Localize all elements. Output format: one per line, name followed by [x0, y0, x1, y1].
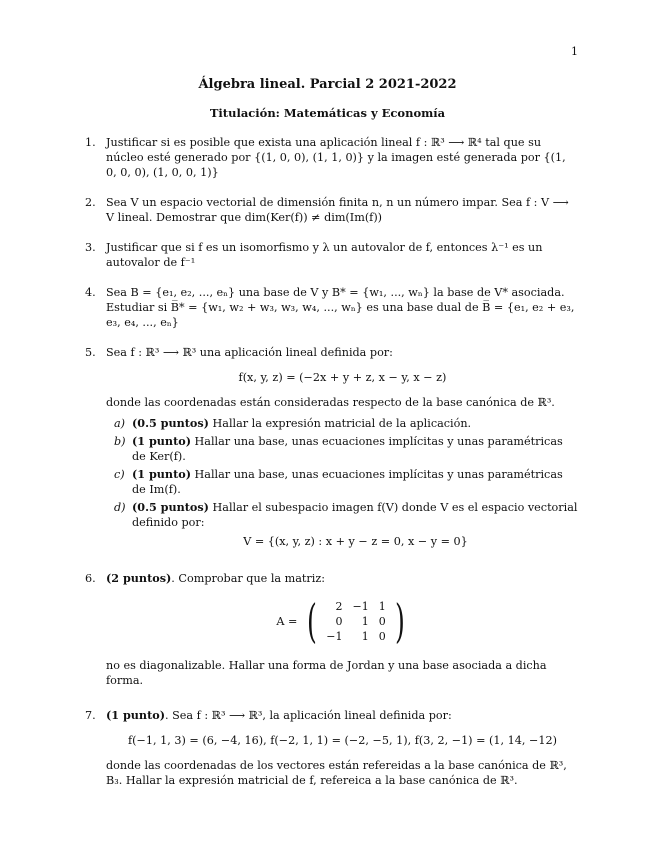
matrix-cell: 2	[335, 599, 343, 613]
matrix-cell: 0	[335, 614, 343, 628]
subitem-label: c)	[114, 468, 125, 481]
matrix-row	[321, 599, 390, 614]
left-paren-icon: (	[307, 594, 318, 648]
right-paren-icon: )	[394, 594, 405, 648]
problem-number: 3.	[85, 241, 96, 254]
matrix-cell: 1	[378, 599, 386, 613]
problem-note: donde las coordenadas están consideradas respecto de la base canónica de ℝ³.	[106, 396, 555, 409]
problem-text: Justificar que si f es un isomorfismo y λ un autovalor de f, entonces λ⁻¹ es un autovalor de f⁻¹	[106, 241, 543, 269]
subitem-text: Hallar una base, unas ecuaciones implícitas y unas paramétricas de Im(f).	[132, 468, 563, 496]
problem-intro: . Comprobar que la matriz:	[171, 572, 326, 585]
problem-points: (1 punto)	[106, 708, 165, 722]
problem-1	[85, 135, 579, 180]
problem-number: 2.	[85, 196, 96, 209]
matrix-cell: 1	[361, 614, 369, 628]
problem-note: donde las coordenadas de los vectores están refereidas a la base canónica de ℝ³, B₃. Hallar la expresión matricial de f, refereica a la base canónica de ℝ³.	[106, 759, 567, 787]
problem-3	[85, 240, 579, 270]
subitem-points: (0.5 puntos)	[132, 416, 209, 430]
subitem-b	[114, 434, 579, 464]
subitem-text: Hallar una base, unas ecuaciones implícitas y unas paramétricas de Ker(f).	[132, 435, 563, 463]
problem-points: (2 puntos)	[106, 571, 172, 585]
problem-number: 4.	[85, 286, 96, 299]
problem-list	[85, 135, 579, 803]
matrix-table	[321, 599, 390, 644]
subitem-points: (1 punto)	[132, 434, 191, 448]
subitem-points: (0.5 puntos)	[132, 500, 209, 514]
problem-number: 5.	[85, 346, 96, 359]
subitem-c	[114, 467, 579, 497]
problem-number: 1.	[85, 136, 96, 149]
subitem-a	[114, 416, 579, 431]
problem-intro: Sea f : ℝ³ ⟶ ℝ³ una aplicación lineal definida por:	[106, 346, 393, 359]
problem-number: 6.	[85, 572, 96, 585]
subitem-list	[106, 416, 579, 549]
problem-text: Sea V un espacio vectorial de dimensión finita n, n un número impar. Sea f : V ⟶ V lineal. Demostrar que dim(Ker(f)) ≠ dim(Im(f))	[106, 196, 569, 224]
problem-2	[85, 195, 579, 225]
problem-4	[85, 285, 579, 330]
exam-subtitle: Titulación: Matemáticas y Economía	[209, 106, 446, 120]
exam-title: Álgebra lineal. Parcial 2 2021-2022	[198, 77, 457, 92]
problem-intro: . Sea f : ℝ³ ⟶ ℝ³, la aplicación lineal definida por:	[165, 709, 452, 722]
matrix-cell: −1	[352, 599, 369, 613]
matrix-name: A =	[276, 614, 298, 628]
problem-formula: f(x, y, z) = (−2x + y + z, x − y, x − z)	[238, 371, 447, 384]
matrix-cell: 0	[378, 614, 386, 628]
problem-7	[85, 708, 579, 788]
matrix-cell: 0	[378, 629, 386, 643]
subitem-d	[114, 500, 579, 549]
problem-text: Sea B = {e₁, e₂, ..., eₙ} una base de V y B* = {w₁, ..., wₙ} la base de V* asociada. Estudiar si B̅* = {w₁, w₂ + w₃, w₃, w₄, ..., wₙ} es una base dual de B̅ = {e₁, e₂ + e₃, e₃, e₄, ..., eₙ}	[106, 286, 575, 329]
matrix-display	[106, 596, 579, 646]
page-number: 1	[571, 45, 578, 58]
subitem-text: Hallar la expresión matricial de la aplicación.	[208, 417, 472, 430]
problem-note: no es diagonalizable. Hallar una forma de Jordan y una base asociada a dicha forma.	[106, 659, 547, 687]
subitem-formula: V = {(x, y, z) : x + y − z = 0, x − y = 0}	[243, 535, 468, 548]
subitem-points: (1 punto)	[132, 467, 191, 481]
subitem-text: Hallar el subespacio imagen f(V) donde V es el espacio vectorial definido por:	[132, 501, 578, 529]
problem-formula: f(−1, 1, 3) = (6, −4, 16), f(−2, 1, 1) = (−2, −5, 1), f(3, 2, −1) = (1, 14, −12)	[128, 734, 557, 747]
subitem-label: a)	[114, 417, 126, 430]
matrix-cell: −1	[326, 629, 343, 643]
subitem-label: d)	[114, 501, 126, 514]
problem-5	[85, 345, 579, 549]
problem-number: 7.	[85, 709, 96, 722]
subitem-label: b)	[114, 435, 126, 448]
problem-text: Justificar si es posible que exista una aplicación lineal f : ℝ³ ⟶ ℝ⁴ tal que su núcleo esté generado por {(1, 0, 0), (1, 1, 0)} y la imagen esté generada por {(1, 0, 0, 0), (1, 0, 0, 1)}	[106, 136, 566, 179]
problem-6	[85, 571, 579, 688]
matrix-row	[321, 629, 390, 644]
matrix-cell: 1	[361, 629, 369, 643]
matrix-row	[321, 614, 390, 629]
